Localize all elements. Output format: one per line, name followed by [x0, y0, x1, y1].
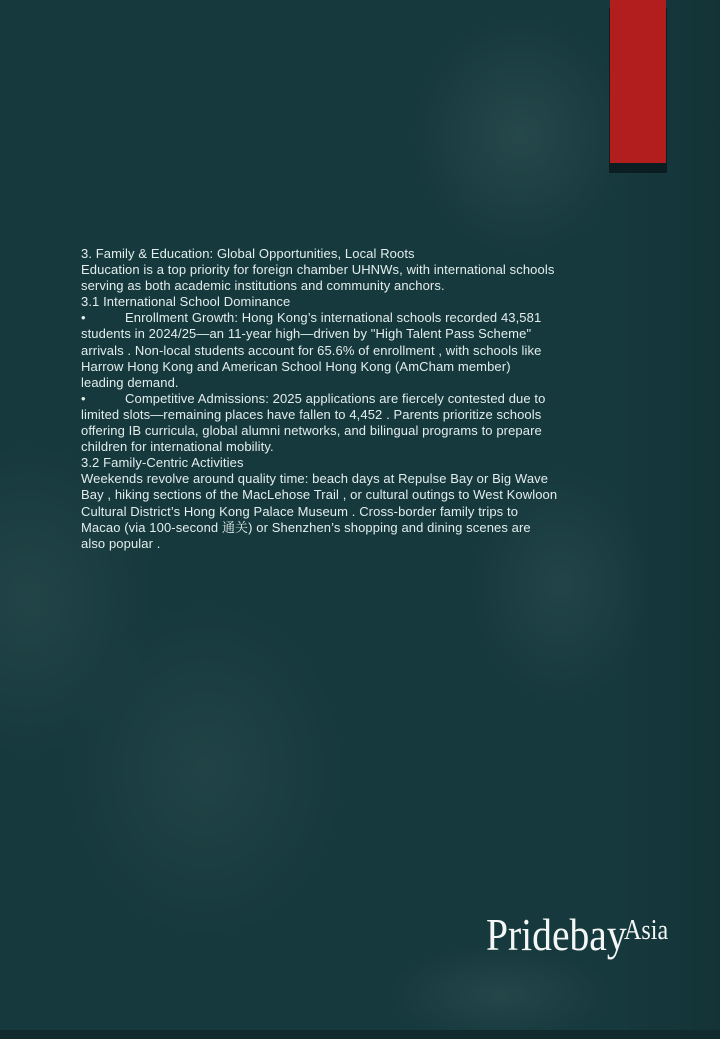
logo-main-text: Pridebay	[486, 909, 627, 960]
text-line: 3.1 International School Dominance	[81, 294, 291, 310]
text-line: Education is a top priority for foreign chamber UHNWs, with international schools	[81, 262, 555, 278]
text-line: Macao (via 100-second 通关) or Shenzhen’s shopping and dining scenes are	[81, 519, 531, 535]
text-line: offering IB curricula, global alumni networks, and bilingual programs to prepare	[81, 423, 542, 439]
bullet-text: Competitive Admissions: 2025 applications are fiercely contested due to	[125, 390, 546, 406]
text-line: arrivals . Non-local students account for 65.6% of enrollment , with schools like	[81, 342, 542, 358]
text-line: Harrow Hong Kong and American School Hong Kong (AmCham member)	[81, 358, 511, 374]
text-line: children for international mobility.	[81, 439, 274, 455]
bullet-line	[81, 391, 621, 407]
accent-bar	[610, 0, 666, 163]
text-block	[81, 246, 621, 552]
text-line: students in 2024/25—an 11-year high—driven by "High Talent Pass Scheme"	[81, 326, 532, 342]
text-line: 3.2 Family-Centric Activities	[81, 455, 244, 471]
text-line: 3. Family & Education: Global Opportunities, Local Roots	[81, 246, 415, 261]
brand-logo	[486, 909, 669, 960]
text-line: serving as both academic institutions and community anchors.	[81, 278, 445, 294]
text-line: Weekends revolve around quality time: beach days at Repulse Bay or Big Wave	[81, 471, 549, 487]
bullet-line	[81, 310, 621, 326]
text-line: Cultural District’s Hong Kong Palace Museum . Cross-border family trips to	[81, 503, 519, 519]
text-line: leading demand.	[81, 374, 179, 390]
text-line: limited slots—remaining places have fallen to 4,452 . Parents prioritize schools	[81, 406, 542, 422]
logo-sub-text: Asia	[624, 915, 669, 946]
text-line: also popular .	[81, 535, 161, 551]
bullet-marker: •	[81, 310, 86, 326]
bullet-text: Enrollment Growth: Hong Kong’s international schools recorded 43,581	[125, 310, 542, 326]
bottom-strip	[0, 1030, 720, 1039]
bullet-marker: •	[81, 390, 86, 406]
text-line: Bay , hiking sections of the MacLehose Trail , or cultural outings to West Kowloon	[81, 487, 558, 503]
